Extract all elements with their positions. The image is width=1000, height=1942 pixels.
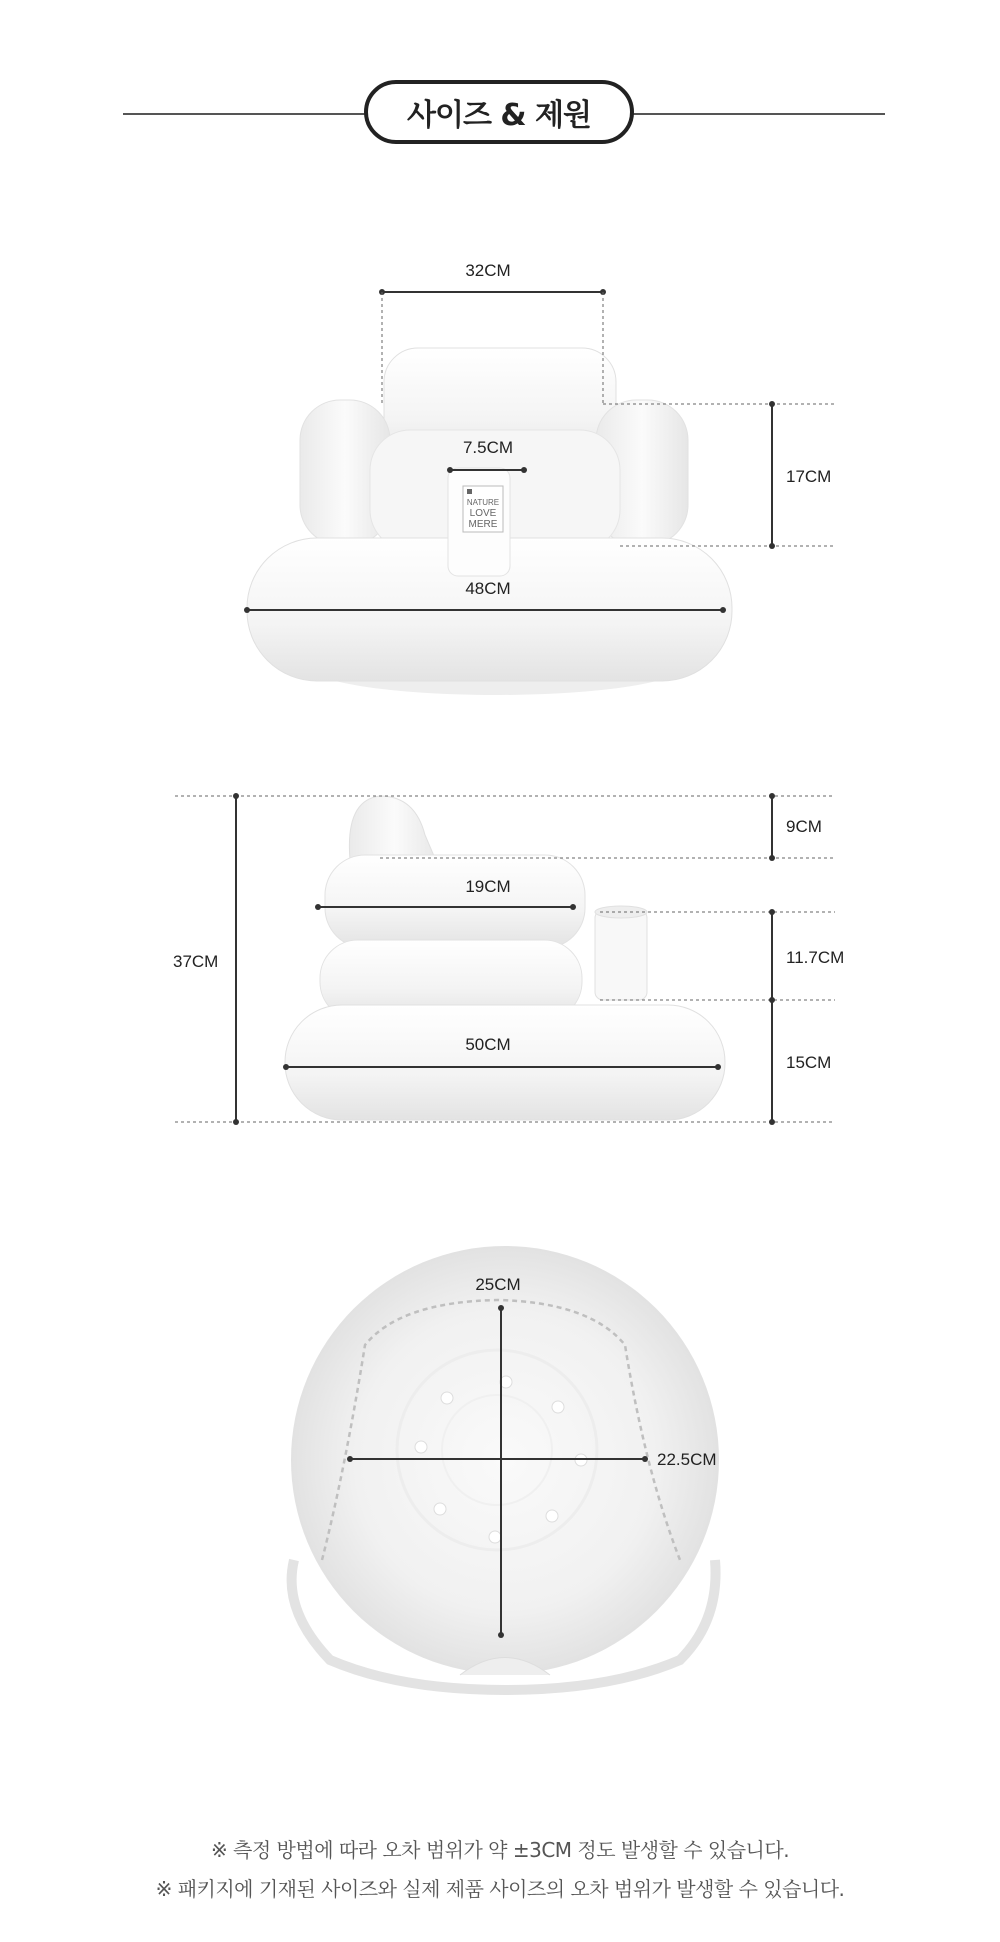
dim-label-backrest-height: 9CM [786,817,822,836]
dim-label-base-height: 15CM [786,1053,832,1072]
dim-label-base-length: 50CM [465,1035,511,1054]
dim-label-seat-depth: 19CM [465,877,511,896]
footnote-measurement: ※ 측정 방법에 따라 오차 범위가 약 ±3CM 정도 발생할 수 있습니다. [210,1838,790,1862]
dim-label-seat-width: 48CM [465,579,511,598]
dim-label-total-height: 37CM [173,952,219,971]
dim-base-height [769,1000,831,1125]
dim-label-tray-height: 11.7CM [786,948,845,967]
dim-label-top-width: 32CM [465,261,511,280]
chair-top-image [291,1246,719,1690]
dim-label-width: 22.5CM [657,1450,717,1469]
dim-label-tray-width: 7.5CM [462,438,514,457]
chair-side-image [285,796,725,1120]
logo-line-1: NATURE [466,498,500,507]
dim-backrest-height [380,793,835,861]
footnote-package: ※ 패키지에 기재된 사이즈와 실제 제품 사이즈의 오차 범위가 발생할 수 있습니다. [155,1877,845,1901]
logo-line-3: MERE [468,519,498,530]
front-view-diagram [244,261,835,695]
logo-line-2: LOVE [469,508,497,519]
side-view-diagram [173,793,844,1125]
dim-label-depth: 25CM [475,1275,521,1294]
brand-logo [463,486,503,532]
section-title-text: 사이즈 & 제원 [407,98,591,133]
bottom-view-diagram [291,1246,719,1690]
dim-label-armrest-height: 17CM [786,467,832,486]
